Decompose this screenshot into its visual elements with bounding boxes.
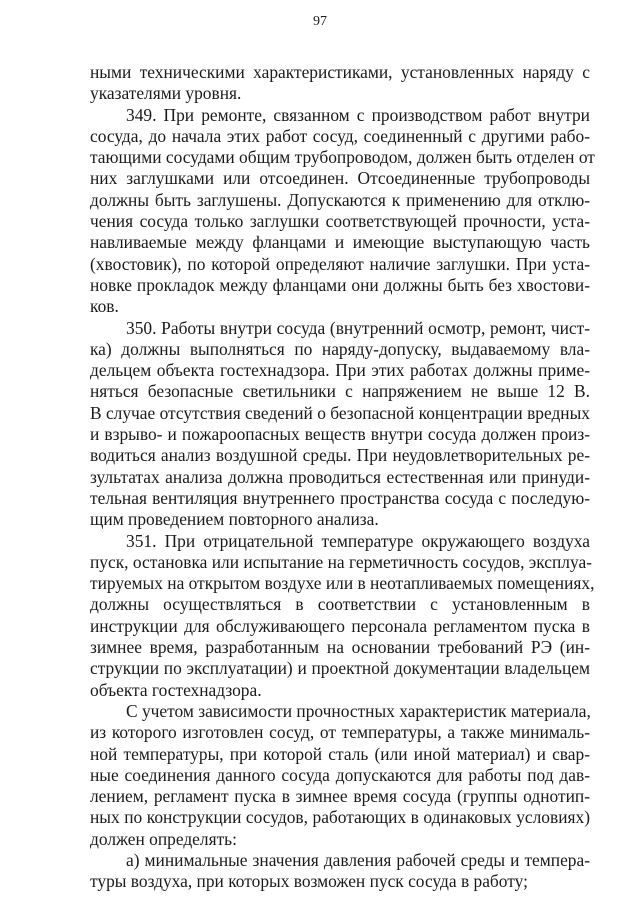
text-line: 349. При ремонте, связанном с производством работ внутри [126,104,590,125]
text-line: зимнее время, разработанным на основании требований РЭ (ин- [90,637,590,658]
text-line: ные соединения данного сосуда допускаются для работы под дав- [90,764,590,785]
text-line: из которого изготовлен сосуд, от температуры, а также минималь- [90,722,590,743]
text-line: навливаемые между фланцами и имеющие выступающую часть [90,232,590,253]
text-line: щим проведением повторного анализа. [90,509,379,530]
text-line: сосуда, до начала этих работ сосуд, соединенный с другими рабо- [90,125,590,146]
text-line: ной температуры, при которой сталь (или иной материал) и свар- [90,743,590,764]
text-line: а) минимальные значения давления рабочей среды и темпера- [126,849,590,870]
text-line: струкции по эксплуатации) и проектной документации владельцем [90,658,590,679]
text-line: должен определять: [90,828,237,849]
text-line: должны осуществляться в соответствии с установленным в [90,594,590,615]
text-line: них заглушками или отсоединен. Отсоединенные трубопроводы [90,168,590,189]
text-line: В случае отсутствия сведений о безопасной концентрации вредных [90,402,590,423]
text-line: чения сосуда только заглушки соответствующей прочности, уста- [90,211,590,232]
text-line: тируемых на открытом воздухе или в неотапливаемых помещениях, [90,573,595,594]
text-line: должны быть заглушены. Допускаются к применению для отклю- [90,189,590,210]
text-line: объекта гостехнадзора. [90,679,262,700]
text-line: ных по конструкции сосудов, работающих в одинаковых условиях) [90,807,590,828]
text-line: тающими сосудами общим трубопроводом, должен быть отделен от [90,147,595,168]
text-line: дельцем объекта гостехнадзора. При этих работах должны приме- [90,360,590,381]
text-line: ными техническими характеристиками, установленных наряду с [90,62,590,82]
text-line: инструкции для обслуживающего персонала регламентом пуска в [90,615,590,636]
text-line: водиться анализ воздушной среды. При неудовлетворительных ре- [90,445,590,466]
text-line: (хвостовик), по которой определяют наличие заглушки. При уста- [90,253,590,274]
page-number: 97 [313,14,327,29]
text-line: С учетом зависимости прочностных характеристик материала, [126,700,591,721]
text-line: няться безопасные светильники с напряжением не выше 12 В. [90,381,590,402]
text-line: тельная вентиляция внутреннего пространства сосуда с последую- [90,487,590,508]
text-line: зультатах анализа должна проводиться естественная или принуди- [90,466,590,487]
text-line: ков. [90,296,119,317]
text-line: пуск, остановка или испытание на герметичность сосудов, эксплуа- [90,551,592,572]
text-line: лением, регламент пуска в зимнее время сосуда (группы однотип- [90,786,590,807]
text-line: и взрыво- и пожароопасных веществ внутри сосуда должен произ- [90,424,590,445]
document-body [90,62,595,893]
text-line: указателями уровня. [90,83,242,104]
text-line: туры воздуха, при которых возможен пуск сосуда в работу; [90,871,528,892]
text-line: ка) должны выполняться по наряду-допуску, выдаваемому вла- [90,338,590,359]
text-line: 350. Работы внутри сосуда (внутренний осмотр, ремонт, чист- [126,317,590,338]
text-line: 351. При отрицательной температуре окружающего воздуха [126,530,590,551]
text-line: новке прокладок между фланцами они должны быть без хвостови- [90,274,590,295]
